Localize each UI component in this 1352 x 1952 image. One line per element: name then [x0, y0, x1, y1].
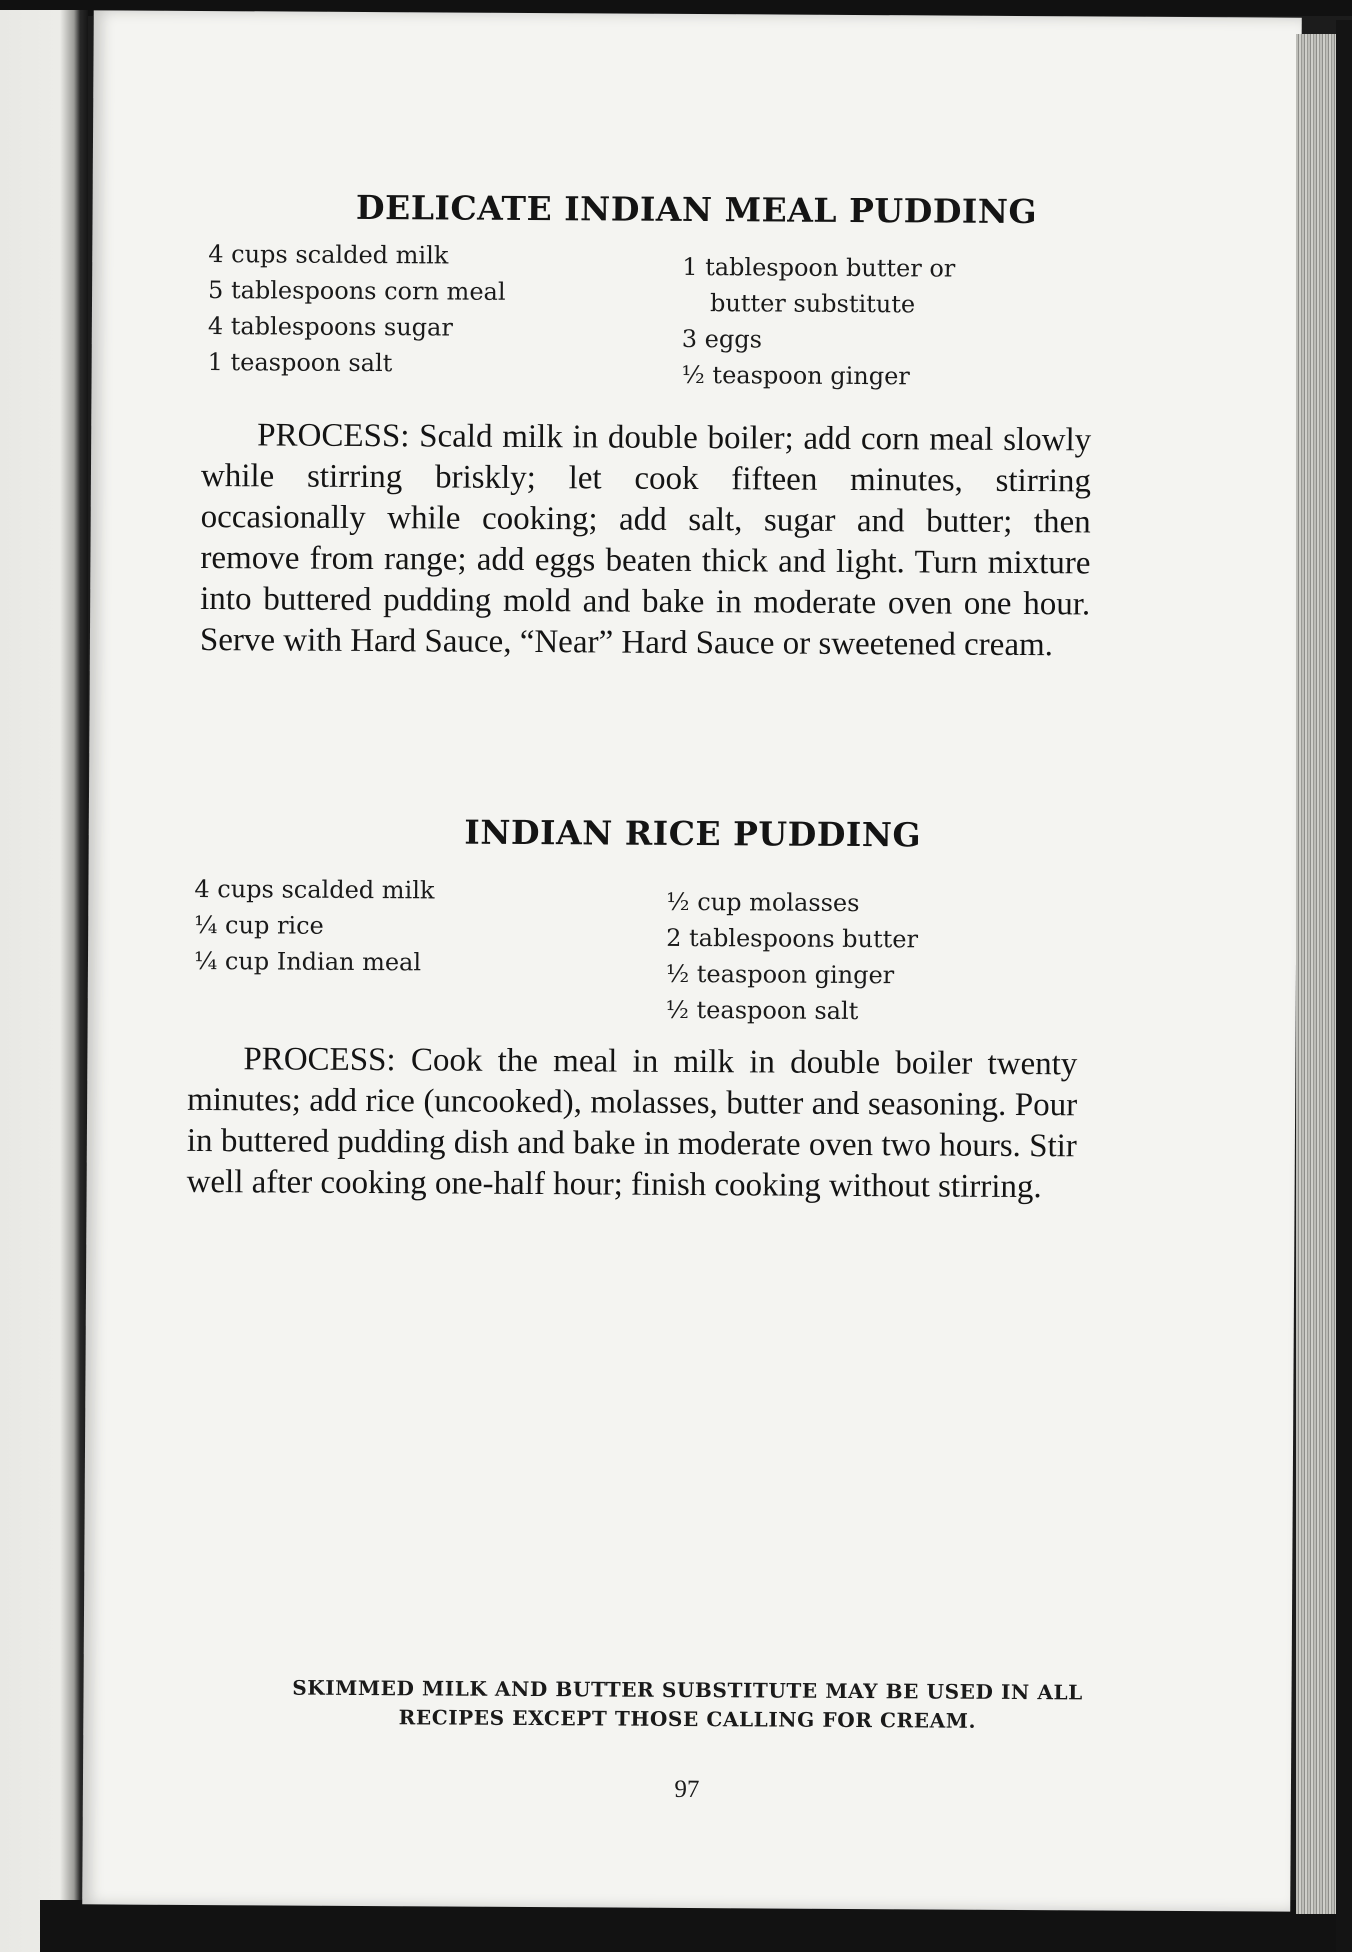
ingredient-item: ½ teaspoon ginger: [681, 360, 910, 391]
ingredient-list-left: [208, 236, 506, 382]
ingredient-item: 2 tablespoons butter: [666, 923, 919, 954]
footer-note-line: SKIMMED MILK AND BUTTER SUBSTITUTE MAY BE USED IN ALL: [292, 1675, 1083, 1705]
footer-note: [83, 1672, 1291, 1737]
process-text: PROCESS: Scald milk in double boiler; add corn meal slowly while stirring briskly; let cook fifteen minutes, stirring occasionally while cooking; add salt, sugar and butter; then remove from range; add eggs beaten thick and light. Turn mixture into buttered pudding mold and bake in moderate oven one hour. Serve with Hard Sauce, “Near” Hard Sauce or sweetened cream.: [199, 417, 1092, 664]
ingredient-item: 5 tablespoons corn meal: [208, 276, 506, 306]
ingredient-list-right: [681, 249, 955, 395]
process-paragraph: [187, 1039, 1078, 1208]
ingredient-item: 3 eggs: [681, 324, 763, 354]
ingredient-item: 1 tablespoon butter or: [682, 252, 956, 283]
book-page: [82, 10, 1302, 1911]
ingredient-item: butter substitute: [709, 289, 916, 319]
ingredient-item: ½ teaspoon ginger: [665, 959, 895, 990]
ingredient-item: ½ cup molasses: [666, 887, 860, 918]
ingredient-item: 4 cups scalded milk: [194, 874, 435, 905]
recipe-title: INDIAN RICE PUDDING: [464, 812, 922, 855]
ingredient-item: ¼ cup rice: [194, 910, 324, 940]
left-page-edge: [0, 10, 88, 1952]
recipe-title: DELICATE INDIAN MEAL PUDDING: [355, 187, 1038, 232]
process-text: PROCESS: Cook the meal in milk in double boiler twenty minutes; add rice (uncooked), molasses, butter and seasoning. Pour in buttered pudding dish and bake in moderate oven two hours. Stir well after cooking one-half hour; finish cooking without stirring.: [186, 1041, 1078, 1206]
ingredient-item: 4 tablespoons sugar: [207, 312, 453, 342]
ingredient-item: ½ teaspoon salt: [665, 995, 859, 1026]
ingredient-item: 4 cups scalded milk: [208, 240, 449, 270]
ingredient-list-left: [194, 871, 435, 980]
process-paragraph: [200, 415, 1091, 666]
ingredient-item: ¼ cup Indian meal: [193, 946, 422, 977]
footer-note-line: RECIPES EXCEPT THOSE CALLING FOR CREAM.: [398, 1705, 977, 1733]
ingredient-item: 1 teaspoon salt: [207, 348, 393, 378]
page-edges-stack: [1296, 34, 1336, 1914]
page-number: 97: [674, 1775, 700, 1804]
scan-background-right: [1336, 20, 1352, 1952]
ingredient-list-right: [666, 884, 919, 1030]
